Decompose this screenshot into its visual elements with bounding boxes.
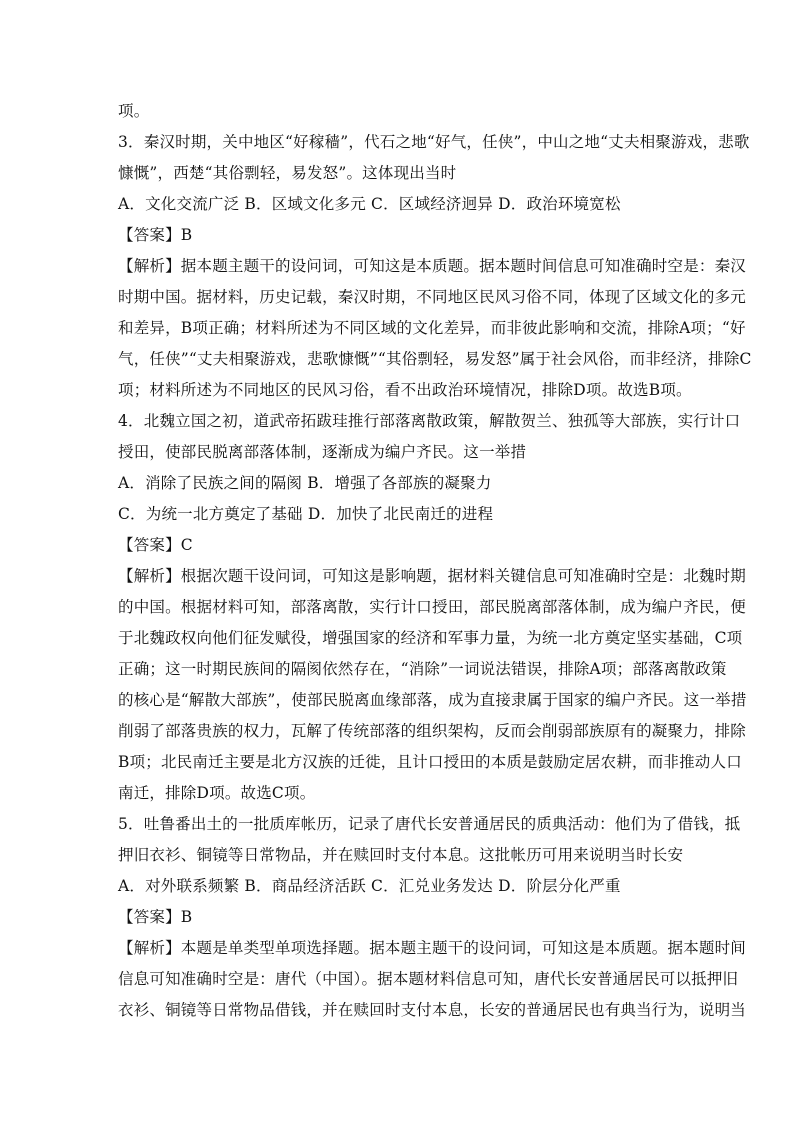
question-5-analysis: 衣衫、铜镜等日常物品借钱，并在赎回时支付本息，长安的普通居民也有典当行为，说明当 [118,1001,747,1019]
question-4-answer: 【答案】C [118,536,193,554]
question-4-analysis: 南迁，排除D项。故选C项。 [118,784,316,802]
question-3-answer: 【答案】B [118,226,193,244]
question-4-analysis: 的中国。根据材料可知，部落离散，实行计口授田，部民脱离部落体制，成为编户齐民，便 [118,598,747,616]
question-3-options: A．文化交流广泛 B．区域文化多元 C．区域经济迥异 D．政治环境宽松 [118,195,621,213]
question-4-stem: 4．北魏立国之初，道武帝拓跋珪推行部落离散政策，解散贺兰、独孤等大部族，实行计口 [118,412,741,430]
question-3-stem: 3．秦汉时期，关中地区“好稼穑”，代石之地“好气，任侠”，中山之地“丈夫相聚游戏，悲歌 [118,133,750,151]
question-5-answer: 【答案】B [118,908,193,926]
question-4-stem: 授田，使部民脱离部落体制，逐渐成为编户齐民。这一举措 [118,443,527,461]
question-5-stem: 押旧衣衫、铜镜等日常物品，并在赎回时支付本息。这批帐历可用来说明当时长安 [118,846,684,864]
question-3-analysis: 项；材料所述为不同地区的民风习俗，看不出政治环境情况，排除D项。故选B项。 [118,381,692,399]
question-4-analysis: 削弱了部落贵族的权力，瓦解了传统部落的组织架构，反而会削弱部族原有的凝聚力，排除 [118,722,747,740]
question-4-analysis: 正确；这一时期民族间的隔阂依然存在，“消除”一词说法错误，排除A项；部落离散政策 [118,660,727,678]
question-5-options: A．对外联系频繁 B．商品经济活跃 C．汇兑业务发达 D．阶层分化严重 [118,877,621,895]
question-4-analysis: 【解析】根据次题干设问词，可知这是影响题，据材料关键信息可知准确时空是：北魏时期 [118,567,747,585]
text-line: 项。 [118,102,150,120]
question-3-analysis: 时期中国。据材料，历史记载，秦汉时期，不同地区民风习俗不同，体现了区域文化的多元 [118,288,747,306]
question-3-analysis: 和差异，B项正确；材料所述为不同区域的文化差异，而非彼此影响和交流，排除A项；“好 [118,319,746,337]
question-5-analysis: 【解析】本题是单类型单项选择题。据本题主题干的设问词，可知这是本质题。据本题时间 [118,939,747,957]
question-4-analysis: 的核心是“解散大部族”，使部民脱离血缘部落，成为直接隶属于国家的编户齐民。这一举措 [118,691,747,709]
document-page [118,96,752,1026]
question-4-options: A．消除了民族之间的隔阂 B．增强了各部族的凝聚力 [118,474,492,492]
question-5-stem: 5．吐鲁番出土的一批质库帐历，记录了唐代长安普通居民的质典活动：他们为了借钱，抵 [118,815,741,833]
question-3-analysis: 【解析】据本题主题干的设问词，可知这是本质题。据本题时间信息可知准确时空是：秦汉 [118,257,747,275]
question-4-options: C．为统一北方奠定了基础 D．加快了北民南迁的进程 [118,505,494,523]
question-4-analysis: 于北魏政权向他们征发赋役，增强国家的经济和军事力量，为统一北方奠定坚实基础，C项 [118,629,743,647]
question-5-analysis: 信息可知准确时空是：唐代（中国）。据本题材料信息可知，唐代长安普通居民可以抵押旧 [118,970,739,988]
question-4-analysis: B项；北民南迁主要是北方汉族的迁徙，且计口授田的本质是鼓励定居农耕，而非推动人口 [118,753,742,771]
question-3-analysis: 气，任侠”“丈夫相聚游戏，悲歌慷慨”“其俗剽轻，易发怒”属于社会风俗，而非经济，排除C [118,350,752,368]
question-3-stem: 慷慨”，西楚“其俗剽轻，易发怒”。这体现出当时 [118,164,457,182]
